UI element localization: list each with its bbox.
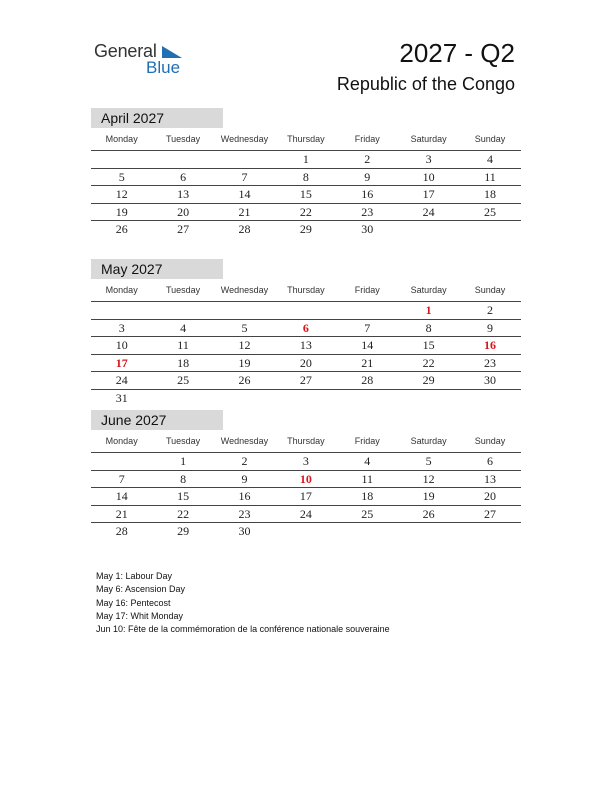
day-cell: 19 [115, 204, 128, 219]
logo-triangle-icon [162, 46, 182, 58]
day-cell: 24 [115, 373, 128, 387]
day-cell: 16 [238, 489, 251, 503]
month-label: May 2027 [91, 259, 223, 279]
day-cell: 9 [487, 320, 494, 335]
day-cell: 19 [238, 355, 251, 370]
day-cell [398, 221, 459, 238]
weekday-label: Saturday [410, 134, 447, 144]
day-cell: 22 [299, 204, 312, 219]
day-cell: 26 [115, 222, 128, 236]
week-row [91, 506, 521, 524]
day-cell: 2 [364, 152, 371, 166]
day-cell: 29 [299, 222, 312, 236]
week-row [91, 337, 521, 355]
weekday-label: Wednesday [220, 285, 269, 295]
day-cell [459, 221, 520, 238]
day-cell [152, 151, 213, 168]
day-cell: 8 [302, 169, 309, 184]
day-cell: 13 [484, 471, 497, 486]
day-cell: 14 [115, 489, 128, 503]
weekday-header [91, 131, 521, 151]
day-cell: 1 [425, 303, 432, 317]
month-may [91, 259, 521, 406]
day-cell: 21 [238, 204, 251, 219]
weekday-label: Wednesday [220, 436, 269, 446]
weekday-header [91, 282, 521, 302]
day-cell: 7 [241, 169, 248, 184]
weekday-label: Thursday [287, 134, 325, 144]
day-cell: 14 [238, 187, 251, 201]
day-cell: 18 [177, 355, 190, 370]
day-cell [214, 302, 275, 319]
week-row [91, 221, 521, 238]
month-label: April 2027 [91, 108, 223, 128]
week-row [91, 320, 521, 338]
weekday-label: Saturday [410, 436, 447, 446]
day-cell: 12 [115, 187, 128, 201]
week-row [91, 471, 521, 489]
month-grid [91, 453, 521, 540]
page-title: 2027 - Q2 [399, 38, 515, 68]
day-cell: 2 [487, 303, 494, 317]
week-row [91, 204, 521, 222]
weekday-label: Thursday [287, 285, 325, 295]
day-cell: 22 [422, 355, 435, 370]
day-cell: 8 [180, 471, 187, 486]
day-cell: 29 [177, 524, 190, 538]
day-cell: 11 [361, 471, 374, 486]
day-cell [214, 151, 275, 168]
day-cell: 7 [364, 320, 371, 335]
day-cell [337, 390, 398, 407]
day-cell: 23 [238, 506, 251, 521]
holiday-note: Jun 10: Fête de la commémoration de la conférence nationale souveraine [96, 624, 390, 635]
day-cell: 30 [238, 524, 251, 538]
weekday-label: Saturday [410, 285, 447, 295]
week-row [91, 523, 521, 540]
day-cell: 21 [361, 355, 374, 370]
day-cell: 23 [361, 204, 374, 219]
day-cell: 17 [115, 355, 128, 370]
generalblue-logo [94, 40, 194, 78]
day-cell: 10 [299, 471, 312, 486]
weekday-header [91, 433, 521, 453]
weekday-label: Wednesday [220, 134, 269, 144]
holiday-note: May 16: Pentecost [96, 597, 171, 608]
day-cell [459, 523, 520, 540]
day-cell: 10 [422, 169, 435, 184]
country-name: Republic of the Congo [336, 74, 515, 94]
day-cell: 3 [302, 454, 309, 468]
day-cell: 1 [180, 454, 187, 468]
day-cell: 15 [177, 489, 190, 503]
day-cell: 12 [238, 338, 251, 352]
day-cell: 17 [422, 187, 435, 201]
day-cell: 7 [118, 471, 125, 486]
day-cell: 11 [484, 169, 496, 184]
day-cell: 6 [180, 169, 187, 184]
day-cell: 6 [302, 320, 309, 335]
day-cell: 20 [177, 204, 190, 219]
day-cell: 28 [238, 222, 251, 236]
day-cell [152, 390, 213, 407]
week-row [91, 169, 521, 187]
day-cell: 26 [422, 506, 435, 521]
holiday-note: May 1: Labour Day [96, 571, 173, 581]
weekday-label: Thursday [287, 436, 325, 446]
day-cell: 15 [422, 338, 435, 352]
day-cell: 14 [361, 338, 374, 352]
day-cell [337, 523, 398, 540]
month-april [91, 108, 521, 238]
weekday-label: Monday [105, 285, 138, 295]
logo-text-blue: Blue [146, 58, 181, 77]
day-cell: 27 [177, 222, 190, 236]
day-cell: 28 [361, 373, 374, 387]
weekday-label: Sunday [474, 134, 506, 144]
day-cell: 5 [118, 169, 125, 184]
day-cell: 31 [115, 390, 128, 405]
day-cell: 4 [180, 320, 187, 335]
day-cell [275, 390, 336, 407]
day-cell: 25 [484, 204, 497, 219]
day-cell: 16 [484, 338, 497, 352]
day-cell: 11 [177, 338, 189, 352]
month-label: June 2027 [91, 410, 223, 430]
week-row [91, 186, 521, 204]
day-cell [275, 302, 336, 319]
weekday-label: Monday [105, 436, 138, 446]
day-cell: 23 [484, 355, 497, 370]
week-row [91, 151, 521, 169]
day-cell: 30 [484, 373, 497, 387]
day-cell: 22 [177, 506, 190, 521]
day-cell: 24 [422, 204, 435, 219]
day-cell: 21 [115, 506, 128, 521]
weekday-label: Friday [354, 436, 380, 446]
weekday-label: Tuesday [165, 436, 201, 446]
weekday-label: Monday [105, 134, 138, 144]
day-cell: 28 [115, 524, 128, 538]
day-cell: 3 [425, 152, 432, 166]
day-cell [152, 302, 213, 319]
day-cell: 13 [177, 187, 190, 201]
month-june [91, 410, 521, 540]
day-cell [275, 523, 336, 540]
day-cell [459, 390, 520, 407]
day-cell [398, 523, 459, 540]
day-cell [337, 302, 398, 319]
day-cell: 24 [299, 506, 312, 521]
day-cell: 12 [422, 471, 435, 486]
day-cell: 27 [484, 506, 497, 521]
week-row [91, 372, 521, 390]
day-cell: 9 [364, 169, 371, 184]
day-cell: 4 [487, 152, 494, 166]
day-cell: 16 [361, 187, 374, 201]
day-cell [398, 390, 459, 407]
day-cell: 29 [422, 373, 435, 387]
day-cell: 5 [241, 320, 248, 335]
day-cell [214, 390, 275, 407]
logo-text-general: General [94, 41, 157, 61]
holiday-note: May 6: Ascension Day [96, 584, 186, 595]
day-cell: 4 [364, 454, 371, 468]
holiday-note: May 17: Whit Monday [96, 610, 184, 621]
day-cell: 20 [484, 489, 497, 503]
weekday-label: Tuesday [165, 285, 201, 295]
week-row [91, 355, 521, 373]
week-row [91, 488, 521, 506]
day-cell: 13 [299, 338, 312, 352]
day-cell: 25 [177, 373, 190, 387]
day-cell: 15 [299, 187, 312, 201]
day-cell: 9 [241, 471, 248, 486]
day-cell: 5 [425, 454, 432, 468]
day-cell [91, 453, 152, 470]
day-cell: 25 [361, 506, 374, 521]
week-row [91, 453, 521, 471]
month-grid [91, 302, 521, 406]
weekday-label: Friday [354, 285, 380, 295]
day-cell: 20 [299, 355, 312, 370]
month-grid [91, 151, 521, 238]
week-row [91, 390, 521, 407]
day-cell [91, 302, 152, 319]
weekday-label: Sunday [474, 285, 506, 295]
day-cell: 3 [118, 320, 125, 335]
day-cell: 27 [299, 373, 312, 387]
day-cell: 30 [361, 222, 374, 236]
day-cell: 17 [299, 489, 312, 503]
day-cell: 19 [422, 489, 435, 503]
weekday-label: Sunday [474, 436, 506, 446]
day-cell: 6 [487, 454, 494, 468]
day-cell: 18 [361, 489, 374, 503]
day-cell: 2 [241, 454, 248, 468]
day-cell: 18 [484, 187, 497, 201]
holiday-notes [96, 570, 396, 636]
weekday-label: Tuesday [165, 134, 201, 144]
day-cell [91, 151, 152, 168]
day-cell: 26 [238, 373, 251, 387]
day-cell: 8 [425, 320, 432, 335]
day-cell: 1 [302, 152, 309, 166]
weekday-label: Friday [354, 134, 380, 144]
week-row [91, 302, 521, 320]
day-cell: 10 [115, 338, 128, 352]
